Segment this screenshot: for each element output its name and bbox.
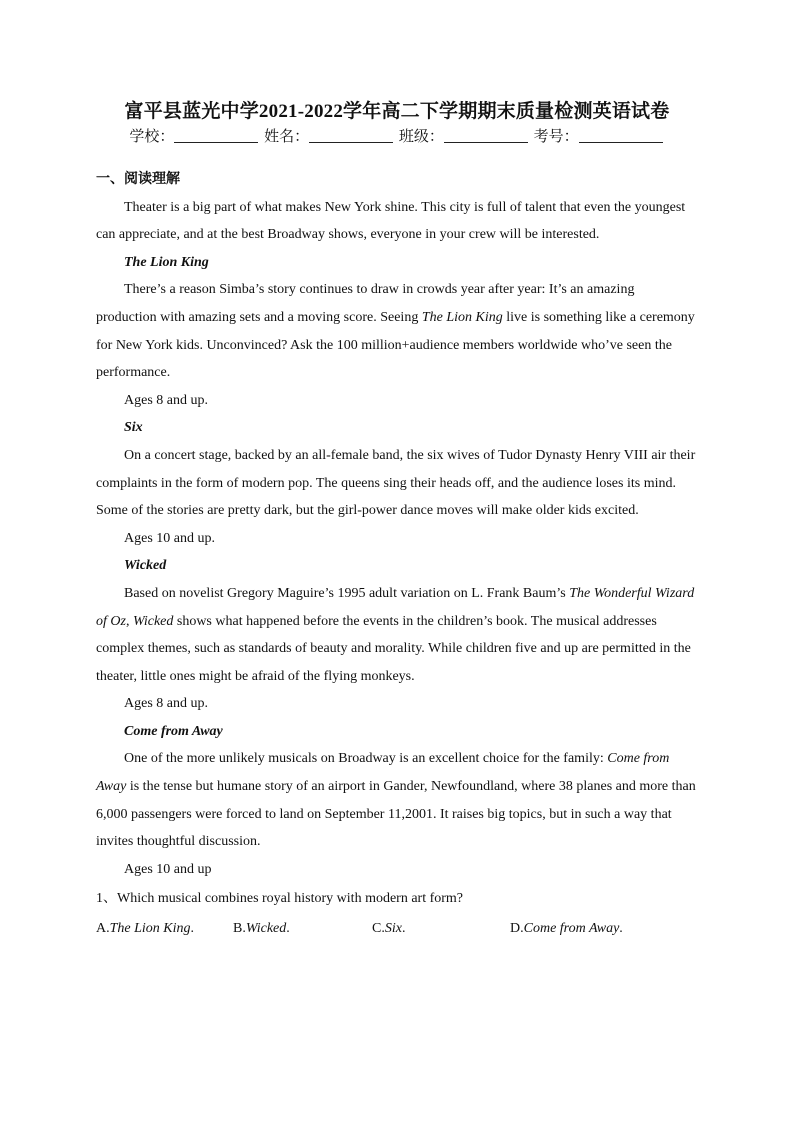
exam-title: 富平县蓝光中学2021-2022学年高二下学期期末质量检测英语试卷 <box>124 101 670 122</box>
class-blank[interactable] <box>444 128 528 143</box>
show-paragraph-come-from-away: One of the more unlikely musicals on Broadway is an excellent choice for the family: Come from Away is the tense but humane story of an airport in Gander, Newfoundland, where 38 planes and more than 6,000 passengers were forced to land on September 11,2001. It raises big topics, but in such a way that invites thoughtful discussion. <box>96 751 696 850</box>
show-title-six: Six <box>124 420 143 436</box>
show-title-wicked: Wicked <box>124 558 167 574</box>
exam-number-label: 考号： <box>533 129 579 145</box>
show-title-lion-king: The Lion King <box>124 254 209 270</box>
show-ages-come-from-away: Ages 10 and up <box>124 861 212 877</box>
question-text: Which musical combines royal history with modern art form? <box>117 891 464 907</box>
student-info-line <box>0 125 794 146</box>
name-blank[interactable] <box>309 128 393 143</box>
show-paragraph-wicked: Based on novelist Gregory Maguire’s 1995 adult variation on L. Frank Baum’s The Wonderful Wizard of Oz, Wicked shows what happened before the events in the children’s book. The musical addresses complex themes, such as standards of beauty and morality. While children five and up are permitted in the theater, little ones might be afraid of the flying monkeys. <box>96 585 695 684</box>
school-blank[interactable] <box>174 128 258 143</box>
exam-number-blank[interactable] <box>579 128 663 143</box>
option-d[interactable]: D.Come from Away. <box>510 921 623 937</box>
school-label: 学校： <box>129 129 175 145</box>
option-a[interactable]: A.The Lion King. <box>96 921 195 937</box>
section-heading: 一、阅读理解 <box>96 172 180 187</box>
show-ages-wicked: Ages 8 and up. <box>124 696 208 712</box>
question-1 <box>96 885 696 913</box>
intro-paragraph: Theater is a big part of what makes New York shine. This city is full of talent that even the youngest can appreciate, and at the best Broadway shows, everyone in your crew will be interested. <box>96 199 686 243</box>
answer-options <box>96 915 696 943</box>
name-label: 姓名： <box>264 129 310 145</box>
class-label: 班级： <box>398 129 444 145</box>
show-title-come-from-away: Come from Away <box>124 723 223 739</box>
option-b[interactable]: B.Wicked. <box>233 921 290 937</box>
show-paragraph-lion-king: There’s a reason Simba’s story continues to draw in crowds year after year: It’s an amazing production with amazing sets and a moving score. Seeing The Lion King live is something like a ceremony for New York kids. Unconvinced? Ask the 100 million+audience members worldwide who’ve seen the performance. <box>96 282 695 381</box>
option-c[interactable]: C.Six. <box>372 921 406 937</box>
show-ages-lion-king: Ages 8 and up. <box>124 392 208 408</box>
show-paragraph-six: On a concert stage, backed by an all-female band, the six wives of Tudor Dynasty Henry VIII air their complaints in the form of modern pop. The queens sing their heads off, and the audience loses its mind. Some of the stories are pretty dark, but the girl-power dance moves will make older kids excited. <box>96 447 696 519</box>
show-ages-six: Ages 10 and up. <box>124 530 215 546</box>
question-number: 1、 <box>96 891 117 907</box>
reading-section <box>96 166 696 943</box>
